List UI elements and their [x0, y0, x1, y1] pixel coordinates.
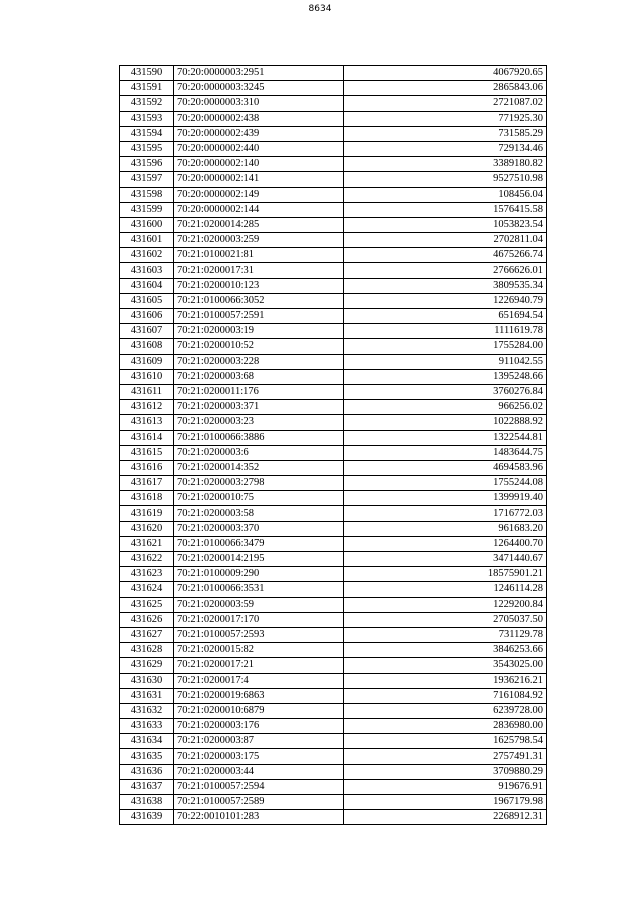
cadastral-number-cell: 70:21:0200003:87	[174, 734, 344, 749]
registry-table	[119, 65, 547, 825]
table-row	[120, 430, 547, 445]
row-number-cell: 431620	[120, 521, 174, 536]
cadastral-number-cell: 70:21:0200003:175	[174, 749, 344, 764]
value-cell: 3709880.29	[344, 764, 547, 779]
cadastral-number-cell: 70:20:0000003:310	[174, 96, 344, 111]
value-cell: 729134.46	[344, 141, 547, 156]
value-cell: 1483644.75	[344, 445, 547, 460]
cadastral-number-cell: 70:21:0200010:52	[174, 339, 344, 354]
table-row	[120, 96, 547, 111]
value-cell: 1716772.03	[344, 506, 547, 521]
value-cell: 6239728.00	[344, 703, 547, 718]
value-cell: 651694.54	[344, 309, 547, 324]
value-cell: 1322544.81	[344, 430, 547, 445]
cadastral-number-cell: 70:21:0200003:176	[174, 719, 344, 734]
cadastral-number-cell: 70:21:0200010:123	[174, 278, 344, 293]
cadastral-number-cell: 70:21:0200003:370	[174, 521, 344, 536]
cadastral-number-cell: 70:21:0200003:68	[174, 369, 344, 384]
value-cell: 2757491.31	[344, 749, 547, 764]
table-row	[120, 233, 547, 248]
cadastral-number-cell: 70:20:0000002:140	[174, 157, 344, 172]
table-row	[120, 491, 547, 506]
cadastral-number-cell: 70:21:0100057:2589	[174, 795, 344, 810]
table-row	[120, 764, 547, 779]
cadastral-number-cell: 70:21:0200003:19	[174, 324, 344, 339]
row-number-cell: 431616	[120, 460, 174, 475]
table-row	[120, 354, 547, 369]
value-cell: 2721087.02	[344, 96, 547, 111]
row-number-cell: 431605	[120, 293, 174, 308]
table-row	[120, 293, 547, 308]
value-cell: 3846253.66	[344, 643, 547, 658]
row-number-cell: 431611	[120, 384, 174, 399]
cadastral-number-cell: 70:21:0100057:2591	[174, 309, 344, 324]
value-cell: 2705037.50	[344, 612, 547, 627]
row-number-cell: 431606	[120, 309, 174, 324]
table-row	[120, 643, 547, 658]
table-row	[120, 460, 547, 475]
value-cell: 1022888.92	[344, 415, 547, 430]
row-number-cell: 431613	[120, 415, 174, 430]
row-number-cell: 431604	[120, 278, 174, 293]
cadastral-number-cell: 70:21:0200015:82	[174, 643, 344, 658]
table-row	[120, 172, 547, 187]
cadastral-number-cell: 70:21:0100057:2594	[174, 779, 344, 794]
cadastral-number-cell: 70:21:0100009:290	[174, 567, 344, 582]
value-cell: 1399919.40	[344, 491, 547, 506]
value-cell: 4067920.65	[344, 66, 547, 81]
cadastral-number-cell: 70:21:0200003:23	[174, 415, 344, 430]
table-row	[120, 324, 547, 339]
cadastral-number-cell: 70:21:0200010:6879	[174, 703, 344, 718]
table-row	[120, 749, 547, 764]
row-number-cell: 431591	[120, 81, 174, 96]
value-cell: 3471440.67	[344, 552, 547, 567]
table-row	[120, 415, 547, 430]
row-number-cell: 431592	[120, 96, 174, 111]
table-row	[120, 278, 547, 293]
value-cell: 3389180.82	[344, 157, 547, 172]
registry-table-body	[120, 66, 547, 825]
value-cell: 1395248.66	[344, 369, 547, 384]
table-row	[120, 627, 547, 642]
row-number-cell: 431624	[120, 582, 174, 597]
value-cell: 2702811.04	[344, 233, 547, 248]
row-number-cell: 431608	[120, 339, 174, 354]
row-number-cell: 431609	[120, 354, 174, 369]
page-number: 8634	[308, 4, 332, 14]
row-number-cell: 431603	[120, 263, 174, 278]
row-number-cell: 431597	[120, 172, 174, 187]
row-number-cell: 431607	[120, 324, 174, 339]
row-number-cell: 431596	[120, 157, 174, 172]
value-cell: 1936216.21	[344, 673, 547, 688]
table-row	[120, 476, 547, 491]
row-number-cell: 431599	[120, 202, 174, 217]
table-row	[120, 263, 547, 278]
value-cell: 2836980.00	[344, 719, 547, 734]
table-row	[120, 81, 547, 96]
row-number-cell: 431593	[120, 111, 174, 126]
table-row	[120, 111, 547, 126]
cadastral-number-cell: 70:20:0000002:141	[174, 172, 344, 187]
table-row	[120, 157, 547, 172]
cadastral-number-cell: 70:21:0100066:3479	[174, 536, 344, 551]
table-row	[120, 369, 547, 384]
table-row	[120, 309, 547, 324]
value-cell: 731585.29	[344, 126, 547, 141]
table-row	[120, 536, 547, 551]
cadastral-number-cell: 70:21:0200014:2195	[174, 552, 344, 567]
cadastral-number-cell: 70:21:0200003:58	[174, 506, 344, 521]
table-row	[120, 795, 547, 810]
value-cell: 961683.20	[344, 521, 547, 536]
row-number-cell: 431621	[120, 536, 174, 551]
row-number-cell: 431625	[120, 597, 174, 612]
cadastral-number-cell: 70:20:0000002:438	[174, 111, 344, 126]
cadastral-number-cell: 70:20:0000002:144	[174, 202, 344, 217]
row-number-cell: 431635	[120, 749, 174, 764]
table-row	[120, 400, 547, 415]
cadastral-number-cell: 70:21:0100066:3052	[174, 293, 344, 308]
cadastral-number-cell: 70:21:0200011:176	[174, 384, 344, 399]
row-number-cell: 431630	[120, 673, 174, 688]
cadastral-number-cell: 70:21:0200003:2798	[174, 476, 344, 491]
value-cell: 1229200.84	[344, 597, 547, 612]
value-cell: 966256.02	[344, 400, 547, 415]
row-number-cell: 431638	[120, 795, 174, 810]
row-number-cell: 431637	[120, 779, 174, 794]
cadastral-number-cell: 70:21:0100057:2593	[174, 627, 344, 642]
value-cell: 1264400.70	[344, 536, 547, 551]
row-number-cell: 431600	[120, 217, 174, 232]
cadastral-number-cell: 70:21:0200019:6863	[174, 688, 344, 703]
table-row	[120, 582, 547, 597]
table-row	[120, 658, 547, 673]
row-number-cell: 431626	[120, 612, 174, 627]
row-number-cell: 431623	[120, 567, 174, 582]
table-row	[120, 612, 547, 627]
cadastral-number-cell: 70:20:0000002:439	[174, 126, 344, 141]
cadastral-number-cell: 70:21:0200003:371	[174, 400, 344, 415]
row-number-cell: 431618	[120, 491, 174, 506]
row-number-cell: 431622	[120, 552, 174, 567]
value-cell: 1576415.58	[344, 202, 547, 217]
table-row	[120, 521, 547, 536]
cadastral-number-cell: 70:20:0000003:3245	[174, 81, 344, 96]
row-number-cell: 431612	[120, 400, 174, 415]
cadastral-number-cell: 70:20:0000002:440	[174, 141, 344, 156]
cadastral-number-cell: 70:21:0200003:259	[174, 233, 344, 248]
value-cell: 2268912.31	[344, 810, 547, 825]
cadastral-number-cell: 70:21:0200003:228	[174, 354, 344, 369]
table-row	[120, 445, 547, 460]
value-cell: 919676.91	[344, 779, 547, 794]
cadastral-number-cell: 70:21:0200017:170	[174, 612, 344, 627]
row-number-cell: 431615	[120, 445, 174, 460]
table-row	[120, 673, 547, 688]
row-number-cell: 431601	[120, 233, 174, 248]
value-cell: 731129.78	[344, 627, 547, 642]
cadastral-number-cell: 70:21:0200010:75	[174, 491, 344, 506]
value-cell: 3760276.84	[344, 384, 547, 399]
row-number-cell: 431636	[120, 764, 174, 779]
row-number-cell: 431628	[120, 643, 174, 658]
table-row	[120, 384, 547, 399]
value-cell: 911042.55	[344, 354, 547, 369]
table-row	[120, 506, 547, 521]
value-cell: 4675266.74	[344, 248, 547, 263]
value-cell: 1226940.79	[344, 293, 547, 308]
table-row	[120, 202, 547, 217]
value-cell: 7161084.92	[344, 688, 547, 703]
value-cell: 1967179.98	[344, 795, 547, 810]
cadastral-number-cell: 70:22:0010101:283	[174, 810, 344, 825]
row-number-cell: 431633	[120, 719, 174, 734]
row-number-cell: 431614	[120, 430, 174, 445]
value-cell: 2865843.06	[344, 81, 547, 96]
row-number-cell: 431590	[120, 66, 174, 81]
table-row	[120, 719, 547, 734]
row-number-cell: 431602	[120, 248, 174, 263]
cadastral-number-cell: 70:21:0100066:3886	[174, 430, 344, 445]
row-number-cell: 431617	[120, 476, 174, 491]
row-number-cell: 431598	[120, 187, 174, 202]
table-row	[120, 187, 547, 202]
table-row	[120, 217, 547, 232]
row-number-cell: 431595	[120, 141, 174, 156]
row-number-cell: 431610	[120, 369, 174, 384]
table-row	[120, 66, 547, 81]
table-row	[120, 248, 547, 263]
value-cell: 4694583.96	[344, 460, 547, 475]
cadastral-number-cell: 70:21:0200003:6	[174, 445, 344, 460]
value-cell: 108456.04	[344, 187, 547, 202]
table-row	[120, 126, 547, 141]
value-cell: 3543025.00	[344, 658, 547, 673]
row-number-cell: 431619	[120, 506, 174, 521]
table-row	[120, 703, 547, 718]
table-row	[120, 552, 547, 567]
cadastral-number-cell: 70:21:0200014:352	[174, 460, 344, 475]
table-row	[120, 597, 547, 612]
value-cell: 3809535.34	[344, 278, 547, 293]
value-cell: 1053823.54	[344, 217, 547, 232]
row-number-cell: 431632	[120, 703, 174, 718]
table-row	[120, 779, 547, 794]
value-cell: 1246114.28	[344, 582, 547, 597]
value-cell: 1755244.08	[344, 476, 547, 491]
cadastral-number-cell: 70:20:0000002:149	[174, 187, 344, 202]
cadastral-number-cell: 70:21:0100066:3531	[174, 582, 344, 597]
cadastral-number-cell: 70:21:0100021:81	[174, 248, 344, 263]
row-number-cell: 431627	[120, 627, 174, 642]
table-row	[120, 734, 547, 749]
cadastral-number-cell: 70:21:0200017:31	[174, 263, 344, 278]
cadastral-number-cell: 70:21:0200014:285	[174, 217, 344, 232]
row-number-cell: 431634	[120, 734, 174, 749]
value-cell: 9527510.98	[344, 172, 547, 187]
cadastral-number-cell: 70:21:0200003:59	[174, 597, 344, 612]
value-cell: 18575901.21	[344, 567, 547, 582]
row-number-cell: 431629	[120, 658, 174, 673]
value-cell: 771925.30	[344, 111, 547, 126]
value-cell: 1755284.00	[344, 339, 547, 354]
value-cell: 2766626.01	[344, 263, 547, 278]
row-number-cell: 431594	[120, 126, 174, 141]
table-row	[120, 339, 547, 354]
value-cell: 1111619.78	[344, 324, 547, 339]
cadastral-number-cell: 70:21:0200003:44	[174, 764, 344, 779]
cadastral-number-cell: 70:21:0200017:21	[174, 658, 344, 673]
cadastral-number-cell: 70:20:0000003:2951	[174, 66, 344, 81]
row-number-cell: 431631	[120, 688, 174, 703]
table-row	[120, 567, 547, 582]
table-row	[120, 688, 547, 703]
table-row	[120, 141, 547, 156]
value-cell: 1625798.54	[344, 734, 547, 749]
row-number-cell: 431639	[120, 810, 174, 825]
table-row	[120, 810, 547, 825]
cadastral-number-cell: 70:21:0200017:4	[174, 673, 344, 688]
